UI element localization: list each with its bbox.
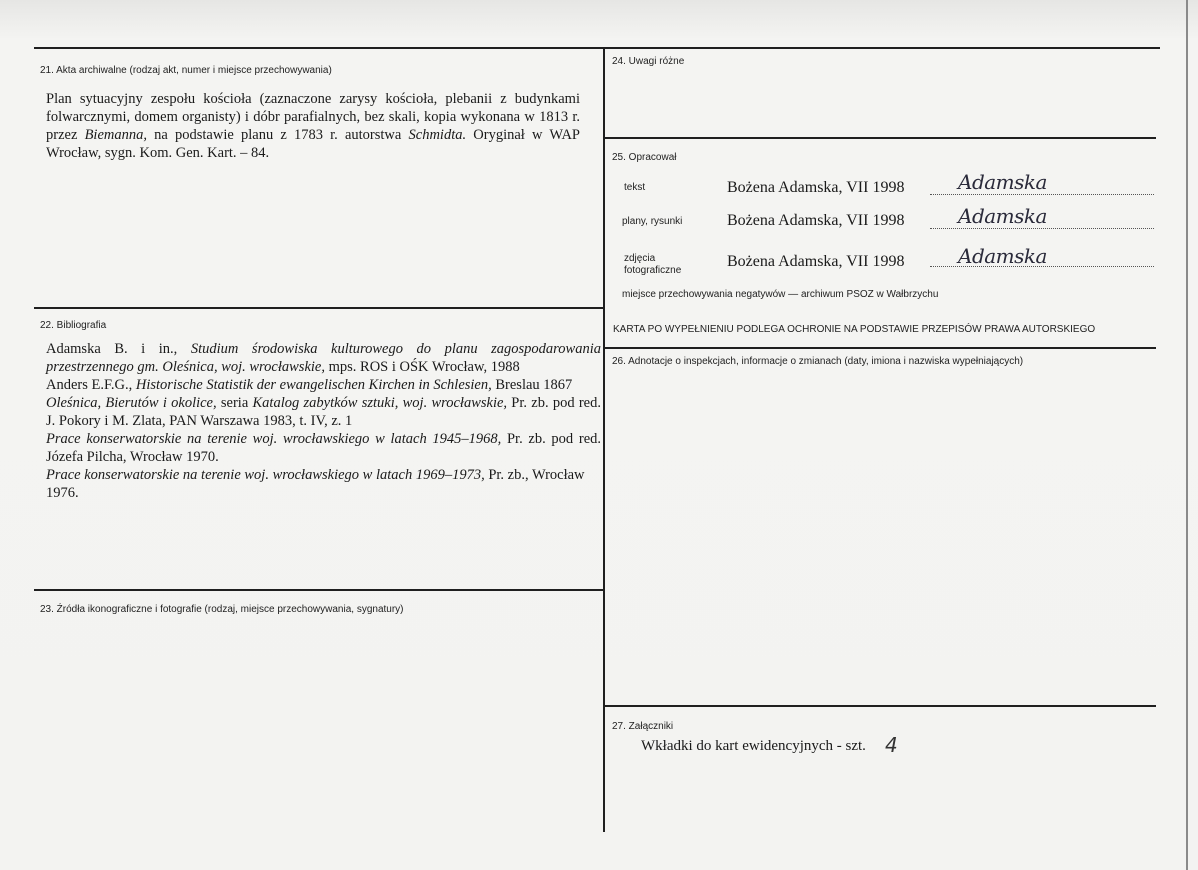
signature-photos: Adamska bbox=[958, 244, 1047, 268]
author-row-value-text: Bożena Adamska, VII 1998 bbox=[727, 179, 905, 196]
bib-details: Pr. zb. pod red. J. Pokory i M. Zlata, PAN Warszawa 1983, t. IV, z. 1 bbox=[46, 395, 601, 429]
bib-title: Prace konserwatorskie na terenie woj. wrocławskiego w latach 1969–1973, bbox=[46, 467, 485, 483]
section-24-label: 24. Uwagi różne bbox=[612, 56, 685, 67]
center-divider bbox=[603, 47, 605, 832]
bib-title: Oleśnica, Bierutów i okolice, bbox=[46, 395, 217, 411]
card-edge bbox=[1186, 0, 1188, 870]
section-21-text-italic: Biemanna, bbox=[84, 127, 147, 143]
attachments-text: Wkładki do kart ewidencyjnych - szt. bbox=[641, 738, 866, 754]
bib-details: Breslau 1867 bbox=[491, 377, 573, 393]
author-row-label-photos-2: fotograficzne bbox=[624, 265, 682, 276]
author-row-label-text: tekst bbox=[624, 182, 646, 193]
section-21-text-part: Plan sytuacyjny zespołu kościoła (zaznaczone zarysy kościoła, plebanii z budynkami folwarcznymi, domem organisty) i dóbr parafialnych, bez skali, kopia wykonana w 1813 r. przez bbox=[46, 91, 580, 143]
signature-text: Adamska bbox=[958, 170, 1047, 194]
bib-title: Historische Statistik der ewangelischen Kirchen in Schlesien, bbox=[135, 377, 492, 393]
rule-24-25 bbox=[604, 137, 1156, 139]
section-21-text bbox=[46, 90, 580, 162]
author-row-label-plans: plany, rysunki bbox=[622, 216, 683, 227]
section-21-text-part: Oryginał w WAP Wrocław, sygn. Kom. Gen. Kart. – 84. bbox=[46, 127, 580, 161]
bib-title: Prace konserwatorskie na terenie woj. wrocławskiego w latach 1945–1968, bbox=[46, 431, 502, 447]
rule-22-23 bbox=[34, 589, 604, 591]
bibliography-entry bbox=[46, 394, 601, 430]
section-21-text-italic: Schmidta. bbox=[408, 127, 467, 143]
section-21-text-part: na podstawie planu z 1783 r. autorstwa bbox=[146, 127, 409, 143]
signature-line bbox=[930, 194, 1154, 195]
top-rule bbox=[34, 47, 1160, 49]
bib-author: Anders E.F.G., bbox=[46, 377, 136, 393]
bib-author: Adamska B. i in., bbox=[46, 341, 191, 357]
signature-line bbox=[930, 228, 1154, 229]
section-23-label: 23. Źródła ikonograficzne i fotografie (rodzaj, miejsce przechowywania, sygnatury) bbox=[40, 604, 404, 615]
section-26-label: 26. Adnotacje o inspekcjach, informacje o zmianach (daty, imiona i nazwiska wypełniających) bbox=[612, 356, 1024, 367]
copyright-notice: KARTA PO WYPEŁNIENIU PODLEGA OCHRONIE NA PODSTAWIE PRZEPISÓW PRAWA AUTORSKIEGO bbox=[613, 324, 1096, 335]
bib-series: Katalog zabytków sztuki, woj. wrocławskie, bbox=[252, 395, 508, 411]
bib-details: Pr. zb. pod red. Józefa Pilcha, Wrocław 1970. bbox=[46, 431, 602, 465]
bibliography-entry bbox=[46, 430, 601, 466]
bibliography-entry bbox=[46, 340, 601, 376]
signature-plans: Adamska bbox=[958, 204, 1047, 228]
bib-details: mps. ROS i OŚK Wrocław, 1988 bbox=[324, 359, 520, 375]
bibliography-entry bbox=[46, 466, 601, 502]
author-row-value-plans: Bożena Adamska, VII 1998 bbox=[727, 212, 905, 229]
attachments-count: 4 bbox=[885, 733, 898, 757]
bibliography-entry bbox=[46, 376, 601, 394]
bib-details: Pr. zb., Wrocław 1976. bbox=[46, 467, 585, 501]
section-25-label: 25. Opracował bbox=[612, 152, 677, 163]
rule-25-26 bbox=[604, 347, 1156, 349]
bib-details: seria bbox=[216, 395, 253, 411]
author-row-label-photos-1: zdjęcia bbox=[624, 253, 656, 264]
section-21-label: 21. Akta archiwalne (rodzaj akt, numer i miejsce przechowywania) bbox=[40, 65, 332, 76]
bib-title: Studium środowiska kulturowego do planu zagospodarowania przestrzennego gm. Oleśnica, woj. wrocławskie, bbox=[46, 341, 601, 375]
section-27-label: 27. Załączniki bbox=[612, 721, 674, 732]
rule-21-22 bbox=[34, 307, 604, 309]
section-22-label: 22. Bibliografia bbox=[40, 320, 107, 331]
author-row-value-photos: Bożena Adamska, VII 1998 bbox=[727, 253, 905, 270]
negatives-storage: miejsce przechowywania negatywów — archiwum PSOZ w Wałbrzychu bbox=[622, 289, 939, 300]
rule-26-27 bbox=[604, 705, 1156, 707]
bibliography-list bbox=[46, 340, 601, 502]
